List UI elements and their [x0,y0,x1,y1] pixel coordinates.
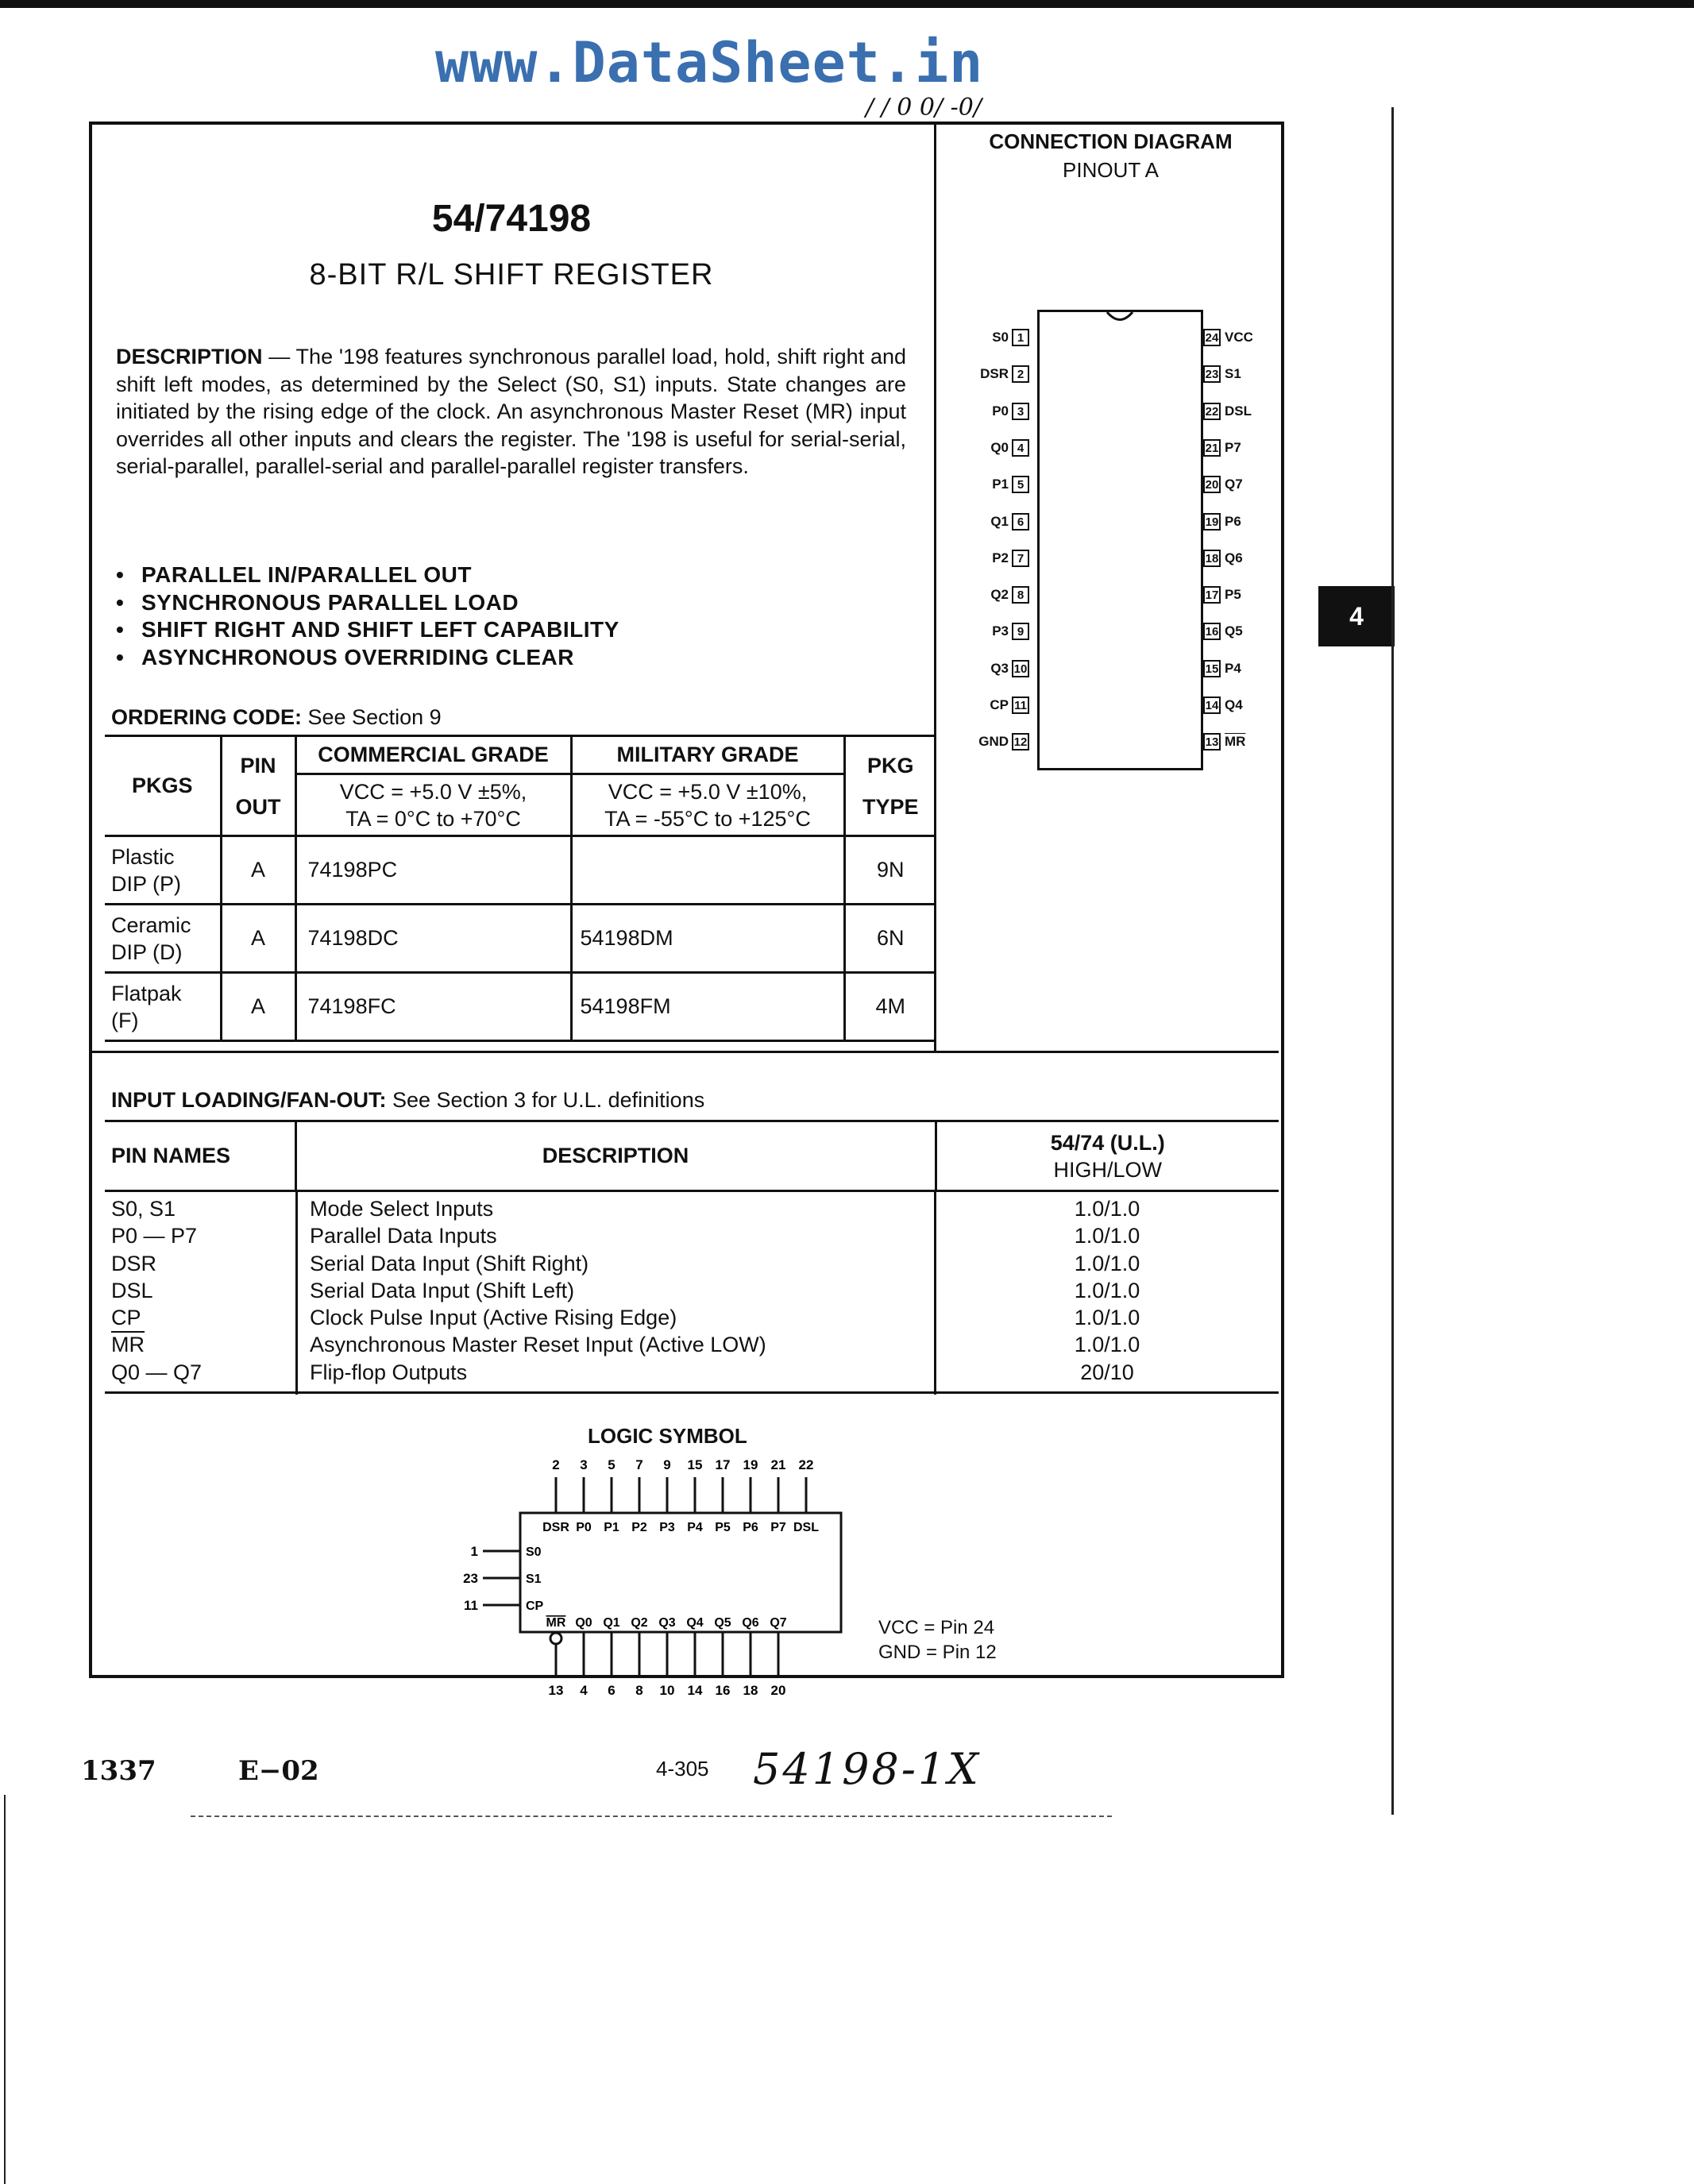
logic-top-pin-label: P6 [743,1521,758,1534]
pin-number-left: 10 [1012,660,1029,677]
table-row [105,1304,1279,1331]
logic-top-pin-number: 17 [715,1457,731,1472]
logic-bottom-pins [546,1616,787,1698]
table-row [105,1331,1279,1358]
subtitle: 8-BIT R/L SHIFT REGISTER [309,258,714,291]
commercial-vcc: VCC = +5.0 V ±5%, [339,779,527,804]
header-pkg: PKG [866,753,914,778]
connection-subtitle: PINOUT A [1063,158,1159,182]
commercial-cell: 74198DC [295,905,571,973]
description [116,343,906,480]
logic-bottom-pin-number: 10 [659,1683,675,1698]
pin-label-right: VCC [1225,330,1253,345]
loading-col-line [934,1190,936,1395]
vcc-note: VCC = Pin 24 [878,1617,995,1638]
pin-label-right: P5 [1225,587,1241,603]
military-conditions [571,774,844,836]
pin-name: CP [111,1306,141,1330]
logic-left-pin-label: S1 [526,1572,542,1586]
pin-number-right: 17 [1203,586,1221,604]
description-text: — The '198 features synchronous parallel load, hold, shift right and shift left modes, as determined by the Select (S0, S1) inputs. State changes are initiated by the rising edge of the clock. An asynchronous Master Reset (MR) input overrides all other inputs and clears the register. The '198 is useful for serial-serial, serial-parallel, parallel-serial and parallel-parallel register transfers. [116,345,906,478]
logic-bottom-pin-number: 14 [687,1683,703,1698]
logic-top-pin-label: DSL [793,1521,819,1534]
header-ul-line1: 54/74 (U.L.) [1050,1130,1165,1155]
pin-number-left: 3 [1012,403,1029,420]
footer-rule [191,1815,1112,1817]
header-type: TYPE [862,794,919,819]
pin-description: Mode Select Inputs [310,1197,494,1221]
ordering-table [105,735,936,1042]
pin-label-left: P0 [992,403,1009,419]
pin-label-right: Q5 [1225,623,1243,639]
feature-item: • PARALLEL IN/PARALLEL OUT [116,561,619,589]
pkg-name: Plastic [111,844,175,869]
table-row [105,1222,1279,1249]
feature-item: • ASYNCHRONOUS OVERRIDING CLEAR [116,644,619,672]
pin-description: Serial Data Input (Shift Right) [310,1251,589,1275]
logic-bottom-pin-number: 13 [548,1683,564,1698]
header-scribble: / / 0 0/ -0/ [866,94,982,122]
header-out: OUT [235,794,281,819]
pin-number-right: 15 [1203,660,1221,677]
header-pinout [221,736,295,836]
pin-number-right: 19 [1203,513,1221,531]
pin-number-left: 4 [1012,439,1029,457]
header-pkg-type [844,736,936,836]
pin-number-left: 9 [1012,623,1029,640]
pin-name: P0 — P7 [111,1224,198,1248]
pin-label-left: P3 [992,623,1009,639]
pin-number-right: 14 [1203,696,1221,714]
logic-symbol [453,1445,1048,1707]
commercial-cell: 74198FC [295,973,571,1041]
pkg-code: (F) [111,1008,139,1032]
logic-top-pin-number: 19 [743,1457,758,1472]
logic-top-pin-label: P3 [659,1521,675,1534]
pkg-name: Ceramic [111,913,191,937]
pin1-notch [1037,310,1203,334]
pin-number-right: 24 [1203,329,1221,346]
pin-label-right: Q7 [1225,477,1243,492]
pin-label-left: P2 [992,550,1009,565]
pin-label-right: P6 [1225,513,1241,529]
dip-package [1037,310,1203,770]
table-row [105,1359,1279,1386]
pin-label-left: Q2 [990,587,1009,603]
logic-top-pin-label: P5 [715,1521,731,1534]
pin-number-right: 21 [1203,439,1221,457]
ordering-ref: See Section 9 [302,705,442,729]
pkg-code: DIP (D) [111,940,183,964]
logic-left-pin-number: 11 [464,1598,478,1613]
pinout-cell: A [221,973,295,1041]
logic-left-pins [463,1544,543,1613]
pin-description: Serial Data Input (Shift Left) [310,1278,575,1302]
logic-left-pin-number: 1 [470,1544,478,1559]
logic-top-pin-number: 5 [608,1457,615,1472]
table-row [105,1277,1279,1304]
logic-bottom-pin-label: Q2 [631,1616,648,1630]
logic-bottom-pin-label: Q6 [742,1616,759,1630]
logic-top-pin-number: 21 [770,1457,786,1472]
pin-label-right: DSL [1225,403,1252,419]
pkg-type-cell: 4M [844,973,936,1041]
pin-label-right: Q4 [1225,697,1243,712]
top-edge-line [0,0,1694,8]
commercial-cell: 74198PC [295,836,571,905]
logic-bottom-pin-number: 8 [635,1683,643,1698]
pin-label-left: GND [978,734,1009,750]
logic-top-pin-number: 15 [687,1457,703,1472]
pin-description: Clock Pulse Input (Active Rising Edge) [310,1306,677,1330]
pkg-type-cell: 6N [844,905,936,973]
table-row [105,1250,1279,1277]
table-row [105,1195,1279,1222]
connection-diagram-header [937,127,1284,184]
feature-item: • SHIFT RIGHT AND SHIFT LEFT CAPABILITY [116,616,619,644]
table-row [105,973,936,1041]
section-tab: 4 [1318,586,1395,646]
pin-number-right: 20 [1203,476,1221,493]
ordering-label: ORDERING CODE: [111,705,303,729]
logic-top-pin-label: P0 [576,1521,592,1534]
pin-name: DSL [111,1278,153,1302]
logic-symbol-title: LOGIC SYMBOL [588,1424,747,1448]
logic-bottom-pin-label: MR [546,1616,566,1630]
pin-number-left: 5 [1012,476,1029,493]
pkg-code: DIP (P) [111,871,182,896]
commercial-conditions [295,774,571,836]
logic-bottom-pin-number: 20 [770,1683,786,1698]
loading-rows [105,1195,1279,1386]
pin-label-right: P4 [1225,660,1241,676]
logic-top-pin-label: P7 [770,1521,786,1534]
loading-ref: See Section 3 for U.L. definitions [386,1088,705,1112]
watermark: www.DataSheet.in [435,30,984,95]
pinout-cell: A [221,836,295,905]
logic-bottom-pin-number: 16 [715,1683,731,1698]
logic-bottom-pin-label: Q4 [686,1616,704,1630]
header-commercial: COMMERCIAL GRADE [295,736,571,774]
handwritten-note: 54198-1X [753,1744,981,1794]
footer-revision: E−02 [238,1755,319,1787]
pin-label-left: Q1 [990,513,1009,529]
logic-top-pin-number: 7 [635,1457,643,1472]
pin-name: Q0 — Q7 [111,1360,203,1384]
logic-bottom-pin-label: Q1 [603,1616,620,1630]
military-vcc: VCC = +5.0 V ±10%, [608,779,808,804]
header-pin-names: PIN NAMES [105,1121,295,1191]
page-edge-line [1391,107,1394,1815]
pin-label-left: Q3 [990,660,1009,676]
pin-label-left: DSR [980,366,1009,382]
pin-label-right: S1 [1225,366,1241,382]
logic-power-notes [878,1615,997,1665]
logic-top-pin-label: P2 [631,1521,647,1534]
pin-name: $\overline{MR}$ [111,1333,145,1357]
pin-description: Asynchronous Master Reset Input (Active LOW) [310,1333,766,1357]
section-divider [92,1051,1279,1053]
logic-top-pin-number: 9 [663,1457,671,1472]
pkg-cell [105,905,221,973]
ordering-code-heading [111,705,442,730]
logic-top-pin-label: P1 [604,1521,619,1534]
pin-ul: 1.0/1.0 [1074,1224,1140,1248]
logic-top-pin-label: P4 [687,1521,703,1534]
pin-label-left: S0 [992,330,1009,345]
pkg-cell [105,836,221,905]
page-number: 4-305 [656,1757,709,1781]
pin-name: S0, S1 [111,1197,176,1221]
military-ta: TA = -55°C to +125°C [604,806,811,831]
pin-ul: 1.0/1.0 [1074,1333,1140,1357]
table-row [105,836,936,905]
logic-bottom-pin-number: 4 [580,1683,588,1698]
pin-ul: 1.0/1.0 [1074,1197,1140,1221]
input-loading-heading [111,1088,704,1113]
logic-bottom-pin-label: Q3 [658,1616,676,1630]
footer-left-code: 1337 [81,1755,156,1787]
military-cell: 54198DM [571,905,844,973]
pkg-cell [105,973,221,1041]
pin-label-right: Q6 [1225,550,1243,565]
military-cell: 54198FM [571,973,844,1041]
pin-label-left: P1 [992,477,1009,492]
logic-top-pin-number: 22 [798,1457,814,1472]
military-cell [571,836,844,905]
logic-bottom-pin-label: Q7 [770,1616,787,1630]
pin-number-left: 8 [1012,586,1029,604]
feature-list [116,561,619,671]
connection-title: CONNECTION DIAGRAM [989,129,1233,153]
pin-number-left: 7 [1012,550,1029,567]
loading-col-line [295,1190,298,1395]
logic-active-low-bubble [550,1633,561,1644]
table-row [105,905,936,973]
header-ul-line2: HIGH/LOW [1053,1157,1162,1182]
page-edge-line-left [4,1795,6,2184]
pin-number-right: 13 [1203,733,1221,751]
gnd-note: GND = Pin 12 [878,1642,997,1663]
pkg-type-cell: 9N [844,836,936,905]
logic-left-pin-label: S0 [526,1545,542,1559]
pin-number-left: 12 [1012,733,1029,751]
pin-ul: 1.0/1.0 [1074,1278,1140,1302]
pin-number-right: 23 [1203,365,1221,383]
description-heading: DESCRIPTION [116,345,263,369]
header-ul [936,1121,1279,1191]
pin-label-left: Q0 [990,439,1009,455]
pin-number-left: 11 [1012,696,1029,714]
loading-label: INPUT LOADING/FAN-OUT: [111,1088,387,1112]
input-loading-table [105,1120,1279,1200]
logic-left-pin-number: 23 [463,1571,478,1586]
loading-bottom-rule [105,1391,1279,1394]
feature-item: • SYNCHRONOUS PARALLEL LOAD [116,589,619,617]
pin-number-left: 1 [1012,329,1029,346]
pin-ul: 1.0/1.0 [1074,1251,1140,1275]
logic-bottom-pin-label: Q0 [575,1616,592,1630]
pin-label-left: CP [990,697,1009,712]
pin-number-right: 16 [1203,623,1221,640]
header-description: DESCRIPTION [295,1121,936,1191]
logic-top-pin-number: 2 [552,1457,560,1472]
logic-left-pin-label: CP [526,1599,544,1613]
part-number: 54/74198 [431,198,592,240]
pin-label-right: P7 [1225,439,1241,455]
logic-top-pins [542,1457,819,1534]
logic-top-pin-label: DSR [542,1521,569,1534]
logic-bottom-pin-number: 18 [743,1683,758,1698]
pkg-name: Flatpak [111,981,182,1005]
pin-description: Parallel Data Inputs [310,1224,497,1248]
pin-number-right: 18 [1203,550,1221,567]
pin-ul: 1.0/1.0 [1074,1306,1140,1330]
header-military: MILITARY GRADE [571,736,844,774]
header-pin: PIN [240,753,276,778]
logic-bottom-pin-number: 6 [608,1683,615,1698]
logic-bottom-pin-label: Q5 [714,1616,731,1630]
pin-ul: 20/10 [1080,1360,1134,1384]
pin-label-right: $\overline{MR}$ [1225,734,1246,750]
pin-name: DSR [111,1251,157,1275]
logic-top-pin-number: 3 [580,1457,588,1472]
commercial-ta: TA = 0°C to +70°C [345,806,521,831]
pin-number-left: 6 [1012,513,1029,531]
pinout-cell: A [221,905,295,973]
header-pkgs: PKGS [105,736,221,836]
pin-description: Flip-flop Outputs [310,1360,468,1384]
pin-number-left: 2 [1012,365,1029,383]
pin-number-right: 22 [1203,403,1221,420]
